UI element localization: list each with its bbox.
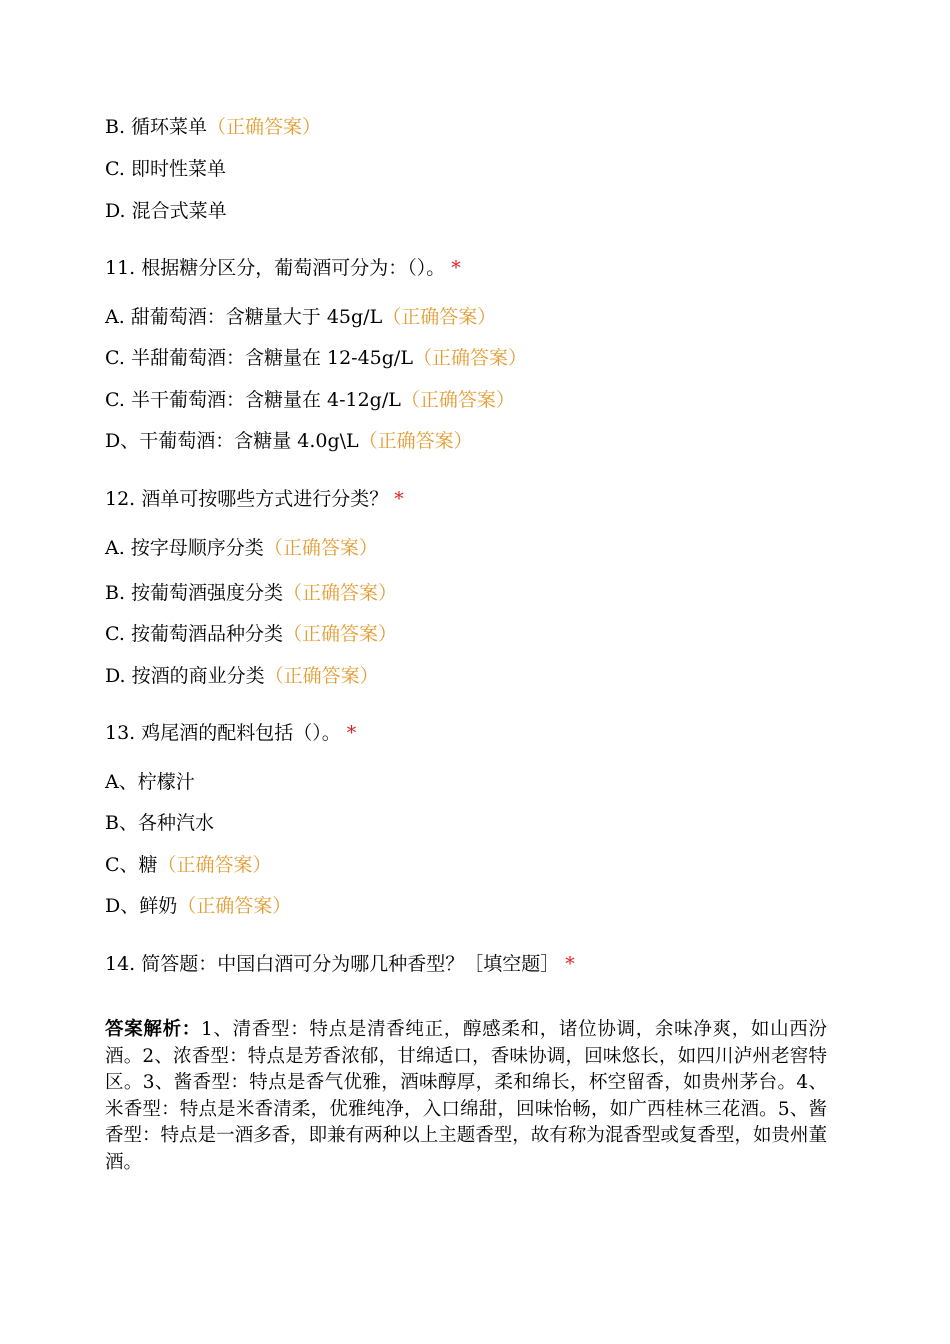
question-text: 13. 鸡尾酒的配料包括（）。 [105,722,341,744]
correct-answer-tag: （正确答案） [177,895,292,917]
correct-answer-tag: （正确答案） [282,623,397,645]
correct-answer-tag: （正确答案） [382,306,497,328]
q13-option-b [105,811,214,835]
correct-answer-tag: （正确答案） [400,389,515,411]
correct-answer-tag: （正确答案） [358,430,473,452]
correct-answer-tag: （正确答案） [412,347,527,369]
q13-option-c [105,853,272,877]
option-text: D. 混合式菜单 [105,200,227,222]
analysis-text: 1、清香型：特点是清香纯正，醇感柔和，诸位协调，余味净爽，如山西汾酒。2、浓香型：特点是芳香浓郁，甘绵适口，香味协调，回味悠长，如四川泸州老窖特区。3、酱香型：特点是香气优雅，酒味醇厚，柔和绵长，杯空留香，如贵州茅台。4、米香型：特点是米香清柔，优雅纯净，入口绵甜，回味怡畅，如广西桂林三花酒。5、酱香型：特点是一酒多香，即兼有两种以上主题香型，故有称为混香型或复香型，如贵州董酒。 [105,1019,827,1173]
option-text: B、各种汽水 [105,812,214,834]
option-text: D. 按酒的商业分类 [105,665,265,687]
question-text: 14. 简答题：中国白酒可分为哪几种香型？［填空题］ [105,953,560,975]
option-text: C. 按葡萄酒品种分类 [105,623,283,645]
required-marker: * [346,722,357,744]
q10-option-b [105,115,321,139]
correct-answer-tag: （正确答案） [157,854,272,876]
option-text: B. 循环菜单 [105,116,208,138]
required-marker: * [451,257,461,279]
required-marker: * [394,488,404,510]
option-text: C. 半干葡萄酒：含糖量在 4-12g/L [105,389,401,411]
option-text: D、鲜奶 [105,895,178,917]
option-text: C. 半甜葡萄酒：含糖量在 12-45g/L [105,347,413,369]
q12-option-d [105,664,379,688]
question-text: 12. 酒单可按哪些方式进行分类？ [105,488,389,510]
q11-option-c2 [105,388,515,412]
correct-answer-tag: （正确答案） [207,116,322,138]
option-text: A. 按字母顺序分类 [105,537,264,559]
q12-option-b [105,581,397,605]
q12-option-c [105,622,397,646]
q11-option-d [105,429,473,453]
q13-option-d [105,894,291,918]
correct-answer-tag: （正确答案） [263,537,378,559]
option-text: D、干葡萄酒：含糖量 4.0g\L [105,430,359,452]
q10-option-c [105,157,226,181]
q12-option-a [105,536,378,560]
q11-option-a [105,305,496,329]
question-text: 11. 根据糖分区分，葡萄酒可分为：（）。 [105,257,446,279]
q14-title [105,952,575,976]
correct-answer-tag: （正确答案） [264,665,379,687]
option-text: A. 甜葡萄酒：含糖量大于 45g/L [105,306,383,328]
option-text: B. 按葡萄酒强度分类 [105,582,284,604]
q13-title [105,721,356,745]
q13-option-a [105,770,195,794]
required-marker: * [565,953,575,975]
answer-analysis [105,1017,827,1176]
q10-option-d [105,199,227,223]
q11-title [105,256,461,280]
option-text: C、糖 [105,854,158,876]
analysis-label: 答案解析： [105,1019,201,1040]
option-text: C. 即时性菜单 [105,158,226,180]
q12-title [105,487,404,511]
option-text: A、柠檬汁 [105,771,195,793]
correct-answer-tag: （正确答案） [283,582,398,604]
q11-option-c1 [105,346,527,370]
